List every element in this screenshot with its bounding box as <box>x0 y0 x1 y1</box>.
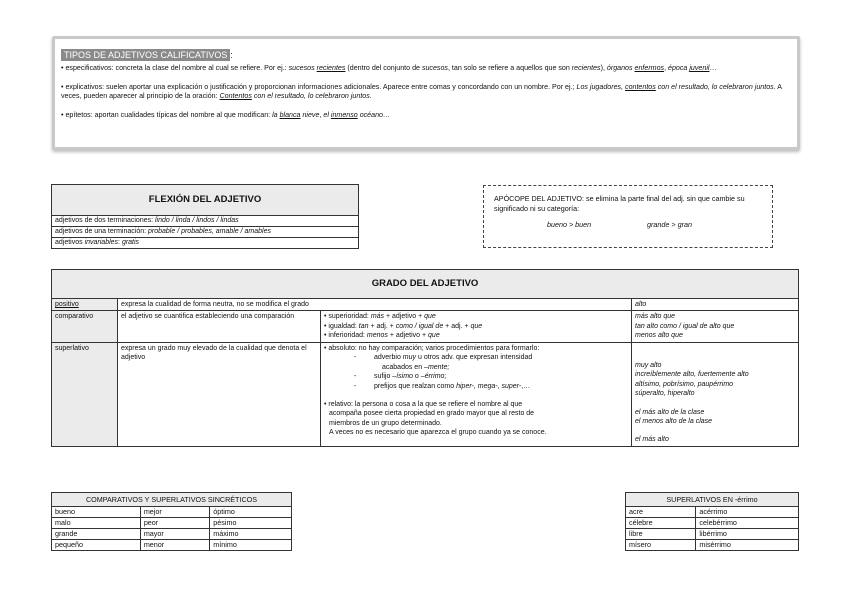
apocope-box <box>483 185 773 248</box>
flexion-table <box>51 184 359 249</box>
explicativos-paragraph: • explicativos: suelen aportar una explicación o justificación y proporcionan informaciones adicionales. Aparece entre comas y concordando con un nombre. Por ej.; Los jugadores, contentos con el resultado, lo celebraron juntos. A veces, pueden aparecer al principio de la oración: Contentos con el resultado, lo celebraron juntos. <box>61 82 782 101</box>
table-row: adjetivos de dos terminaciones: lindo / linda / lindos / lindas <box>52 216 359 227</box>
epitetos-paragraph: • epítetos: aportan cualidades típicas del nombre al que modifican: la blanca nieve, el inmenso océano… <box>61 110 391 119</box>
errimo-title: SUPERLATIVOS EN -érrimo <box>626 493 799 507</box>
table-row: grande mayor máximo <box>52 529 292 540</box>
table-row: adjetivos de una terminación: probable / probables, amable / amables <box>52 227 359 238</box>
apocope-text: APÓCOPE DEL ADJETIVO: se elimina la parte final del adj. sin que cambie su significado ni su categoría: <box>494 194 745 213</box>
table-row-superlativo: superlativo expresa un grado muy elevado de la cualidad que denota el adjetivo • absoluto: no hay comparación; varios procedimientos para formarlo: - adverbio muy u otros adv. que expresan intensidad acabados en –mente; - sufijo –ísimo o –érrimo; - prefijos que realzan como hiper-, mega-, super-,… • relativo: la persona o cosa a la que se refiere el nombre al que acompaña posee cierta propiedad en grado mayor que al resto de miembros de un grupo determinado. A veces no es necesario que aparezca el grupo cuando ya se conoce. muy alto increíblemente alto, fuertemente alto altísimo, pobrísimo, paupérrimo súperalto, hiperalto el más alto de la clase el menos alto de la clase el más alto <box>52 342 799 446</box>
errimo-table <box>625 492 799 551</box>
table-row: célebre celebérrimo <box>626 518 799 529</box>
sincreticos-table <box>51 492 292 551</box>
especificativos-paragraph: • especificativos: concreta la clase del nombre al cual se refiere. Por ej.: sucesos recientes (dentro del conjunto de sucesos, tan solo se refiere a aquellos que son recientes), órganos enfermos, época juvenil… <box>61 64 717 73</box>
table-row: pequeño menor mínimo <box>52 540 292 551</box>
tipos-title-row: TIPOS DE ADJETIVOS CALIFICATIVOS : <box>61 49 791 61</box>
tipos-adjetivos-card <box>52 36 800 150</box>
table-row: libre libérrimo <box>626 529 799 540</box>
table-row: mísero misérrimo <box>626 540 799 551</box>
table-row: malo peor pésimo <box>52 518 292 529</box>
grado-table <box>51 269 799 447</box>
sincreticos-title: COMPARATIVOS Y SUPERLATIVOS SINCRÉTICOS <box>52 493 292 507</box>
apocope-examples: bueno > buen grande > gran <box>547 220 692 230</box>
tipos-title: TIPOS DE ADJETIVOS CALIFICATIVOS <box>61 49 230 61</box>
table-row: adjetivos invariables: gratis <box>52 238 359 249</box>
flexion-title: FLEXIÓN DEL ADJETIVO <box>52 185 359 216</box>
table-row: bueno mejor óptimo <box>52 507 292 518</box>
table-row: acre acérrimo <box>626 507 799 518</box>
table-row-positivo: positivo expresa la cualidad de forma neutra, no se modifica el grado alto <box>52 299 799 311</box>
grado-title: GRADO DEL ADJETIVO <box>52 270 799 299</box>
table-row-comparativo: comparativo el adjetivo se cuantifica estableciendo una comparación • superioridad: más + adjetivo + que • igualdad: tan + adj. + como / igual de + adj. + que • inferioridad: menos + adjetivo + que más alto que tan alto como / igual de alto que menos alto que <box>52 311 799 342</box>
